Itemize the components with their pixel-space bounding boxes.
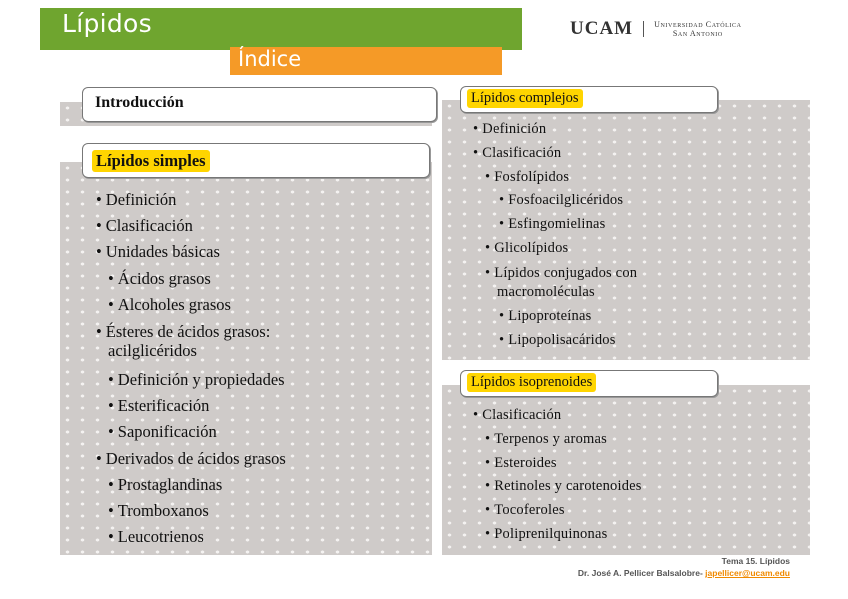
list-item: • Esterificación — [108, 393, 360, 419]
list-item: • Definición y propiedades — [108, 367, 360, 393]
list-item: • Lipopolisacáridos — [499, 329, 721, 353]
list-item: • Tocoferoles — [485, 499, 642, 523]
ucam-logo — [570, 18, 742, 40]
logo-main: UCAM — [570, 18, 634, 39]
page-title: Lípidos — [62, 9, 152, 38]
intro-label: Introducción — [95, 94, 184, 111]
list-item: • Clasificación — [473, 142, 695, 166]
isoprenoides-label-box — [460, 370, 718, 397]
logo-line-2: San Antonio — [672, 29, 723, 38]
logo-subtitle — [654, 20, 741, 38]
list-item: • Ácidos grasos — [108, 266, 360, 292]
list-item: • Esteroides — [485, 452, 642, 476]
list-item: • Alcoholes grasos — [108, 292, 360, 318]
footer-email-link[interactable]: japellicer@ucam.edu — [705, 568, 790, 578]
simples-label: Lípidos simples — [92, 150, 210, 172]
isoprenoides-list — [473, 404, 642, 547]
list-item: • Fosfolípidos — [485, 166, 707, 190]
list-item: • Esfingomielinas — [499, 213, 721, 237]
list-item: • Unidades básicas — [96, 239, 348, 265]
section-title: Índice — [238, 47, 302, 71]
list-item: • Fosfoacilglicéridos — [499, 189, 721, 213]
list-item: • Derivados de ácidos grasos — [96, 446, 348, 472]
simples-list — [96, 187, 348, 550]
complejos-label: Lípidos complejos — [467, 89, 583, 108]
list-item: • Clasificación — [96, 213, 348, 239]
list-item: • Lípidos conjugados con macromoléculas — [485, 261, 707, 302]
footer-topic: Tema 15. Lípidos — [721, 556, 790, 566]
list-item: • Leucotrienos — [108, 524, 360, 550]
list-item: • Prostaglandinas — [108, 472, 360, 498]
logo-separator — [643, 21, 644, 37]
isoprenoides-label: Lípidos isoprenoides — [467, 373, 596, 392]
logo-line-1: Universidad Católica — [654, 20, 742, 29]
list-item: • Definición — [96, 187, 348, 213]
list-item: • Ésteres de ácidos grasos: acilglicéridos — [96, 318, 348, 360]
list-item: • Tromboxanos — [108, 498, 360, 524]
list-item: • Retinoles y carotenoides — [485, 475, 642, 499]
footer-author: Dr. José A. Pellicer Balsalobre- — [577, 568, 703, 578]
list-item: • Definición — [473, 118, 695, 142]
complejos-list — [473, 118, 695, 352]
list-item: • Lipoproteínas — [499, 305, 721, 329]
list-item: • Glicolípidos — [485, 237, 707, 261]
list-item: • Saponificación — [108, 419, 360, 445]
list-item: • Terpenos y aromas — [485, 428, 642, 452]
complejos-label-box — [460, 86, 718, 113]
footer-credit — [578, 568, 790, 578]
intro-label-box — [82, 87, 437, 122]
simples-label-box — [82, 143, 430, 178]
list-item: • Poliprenilquinonas — [485, 523, 642, 547]
list-item: • Clasificación — [473, 404, 630, 428]
